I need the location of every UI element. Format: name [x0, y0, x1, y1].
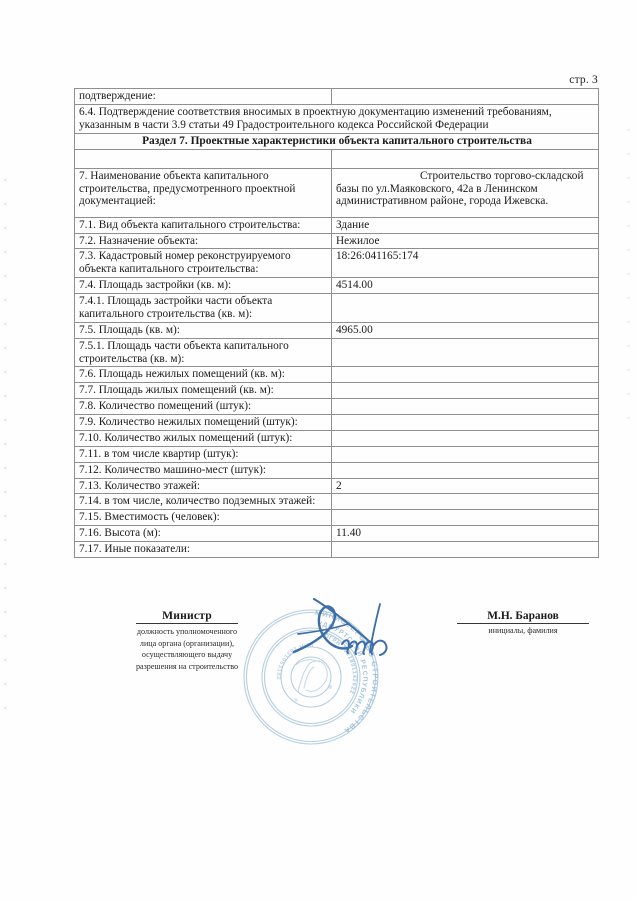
table-cell-value: Здание	[332, 217, 599, 233]
table-row	[75, 415, 599, 431]
table-row	[75, 526, 599, 542]
table-cell-value	[332, 415, 599, 431]
position-caption	[92, 626, 282, 673]
table-row	[75, 494, 599, 510]
position-caption-line-4: разрешения на строительство	[135, 662, 239, 672]
position-caption-line-3: осуществляющего выдачу	[141, 650, 233, 660]
table-cell-value	[332, 367, 599, 383]
table-row	[75, 542, 599, 558]
table-cell-label: подтверждение:	[75, 89, 332, 105]
table-row	[75, 168, 599, 217]
table-cell-label: 7.11. в том числе квартир (штук):	[75, 446, 332, 462]
table-cell-label: 7. Наименование объекта капитального строительства, предусмотренного проектной документацией:	[75, 168, 332, 217]
table-row	[75, 478, 599, 494]
table-cell-value	[332, 510, 599, 526]
table-row	[75, 367, 599, 383]
table-row	[75, 338, 599, 367]
table-cell-label	[75, 149, 332, 168]
table-cell-label: 7.6. Площадь нежилых помещений (кв. м):	[75, 367, 332, 383]
table-cell-value	[332, 294, 599, 323]
table-row	[75, 104, 599, 133]
table-cell-label: 7.12. Количество машино-мест (штук):	[75, 462, 332, 478]
table-cell-value	[332, 399, 599, 415]
table-cell-label: 7.9. Количество нежилых помещений (штук):	[75, 415, 332, 431]
table-cell-value: Нежилое	[332, 233, 599, 249]
svg-text:ОГРН 1021801142022: ОГРН 1021801142022	[323, 633, 358, 695]
table-row	[75, 383, 599, 399]
table-row	[75, 217, 599, 233]
signer-name: М.Н. Баранов	[457, 610, 589, 624]
table-row	[75, 399, 599, 415]
position-group	[92, 606, 282, 673]
table-cell-label: 7.4.1. Площадь застройки части объекта капитального строительства (кв. м):	[75, 294, 332, 323]
position-caption-line-2: лица органа (организации),	[139, 638, 235, 648]
scan-edge-artifact-right	[627, 120, 630, 420]
table-cell-label: 7.16. Высота (м):	[75, 526, 332, 542]
signer-name-group	[440, 606, 606, 635]
table-row	[75, 446, 599, 462]
table-cell-value: 11.40	[332, 526, 599, 542]
table-cell-value	[332, 446, 599, 462]
svg-text:ИНН 1831053182: ИНН 1831053182	[274, 640, 314, 681]
table-cell-label: 7.14. в том числе, количество подземных этажей:	[75, 494, 332, 510]
signature-block	[0, 596, 636, 756]
section-heading: Раздел 7. Проектные характеристики объекта капитального строительства	[75, 133, 599, 149]
table-cell-label: 7.8. Количество помещений (штук):	[75, 399, 332, 415]
table-cell-value	[332, 383, 599, 399]
table-row	[75, 249, 599, 278]
table-cell-value	[332, 338, 599, 367]
table-cell-label: 7.7. Площадь жилых помещений (кв. м):	[75, 383, 332, 399]
table-row	[75, 233, 599, 249]
table-row	[75, 430, 599, 446]
svg-text:УДМУРТСКОЙ РЕСПУБЛИКИ: УДМУРТСКОЙ РЕСПУБЛИКИ	[317, 620, 369, 716]
table-cell-value	[332, 89, 599, 105]
table-row	[75, 133, 599, 149]
table-cell-value: 4514.00	[332, 278, 599, 294]
table-cell-label: 7.10. Количество жилых помещений (штук):	[75, 430, 332, 446]
table-row	[75, 510, 599, 526]
table-cell-label: 6.4. Подтверждение соответствия вносимых в проектную документацию изменений требованиям, указанным в части 3.9 статьи 49 Градостроительного кодекса Российской Федерации	[75, 104, 599, 133]
table-row	[75, 294, 599, 323]
table-row	[75, 89, 599, 105]
table-cell-label: 7.13. Количество этажей:	[75, 478, 332, 494]
table-cell-label: 7.3. Кадастровый номер реконструируемого объекта капитального строительства:	[75, 249, 332, 278]
project-characteristics-table	[74, 88, 599, 558]
table-cell-value	[332, 462, 599, 478]
table-cell-label: 7.4. Площадь застройки (кв. м):	[75, 278, 332, 294]
svg-text:МИНИСТЕРСТВО СТРОИТЕЛЬСТВА: МИНИСТЕРСТВО СТРОИТЕЛЬСТВА	[314, 608, 381, 737]
table-cell-value: 18:26:041165:174	[332, 249, 599, 278]
table-cell-label: 7.17. Иные показатели:	[75, 542, 332, 558]
table-row-spacer	[75, 149, 599, 168]
table-cell-label: 7.5.1. Площадь части объекта капитального строительства (кв. м):	[75, 338, 332, 367]
table-cell-value	[332, 542, 599, 558]
handwritten-signature	[284, 594, 396, 672]
page-number: стр. 3	[569, 74, 598, 86]
table-body	[75, 89, 599, 558]
table-cell-value: Строительство торгово-складской базы по ул.Маяковского, 42а в Ленинском административном районе, города Ижевска.	[332, 168, 599, 217]
table-cell-label: 7.15. Вместимость (человек):	[75, 510, 332, 526]
position-title: Министр	[136, 609, 238, 624]
position-caption-line-1: должность уполномоченного	[136, 627, 238, 636]
table-cell-value	[332, 149, 599, 168]
table-cell-label: 7.2. Назначение объекта:	[75, 233, 332, 249]
signer-name-caption: инициалы, фамилия	[488, 626, 558, 635]
table-cell-label: 7.5. Площадь (кв. м):	[75, 322, 332, 338]
table-row	[75, 278, 599, 294]
table-row	[75, 462, 599, 478]
table-cell-value: 2	[332, 478, 599, 494]
table-cell-label: 7.1. Вид объекта капитального строительства:	[75, 217, 332, 233]
table-cell-value	[332, 430, 599, 446]
table-row	[75, 322, 599, 338]
table-cell-value	[332, 494, 599, 510]
table-cell-value: 4965.00	[332, 322, 599, 338]
